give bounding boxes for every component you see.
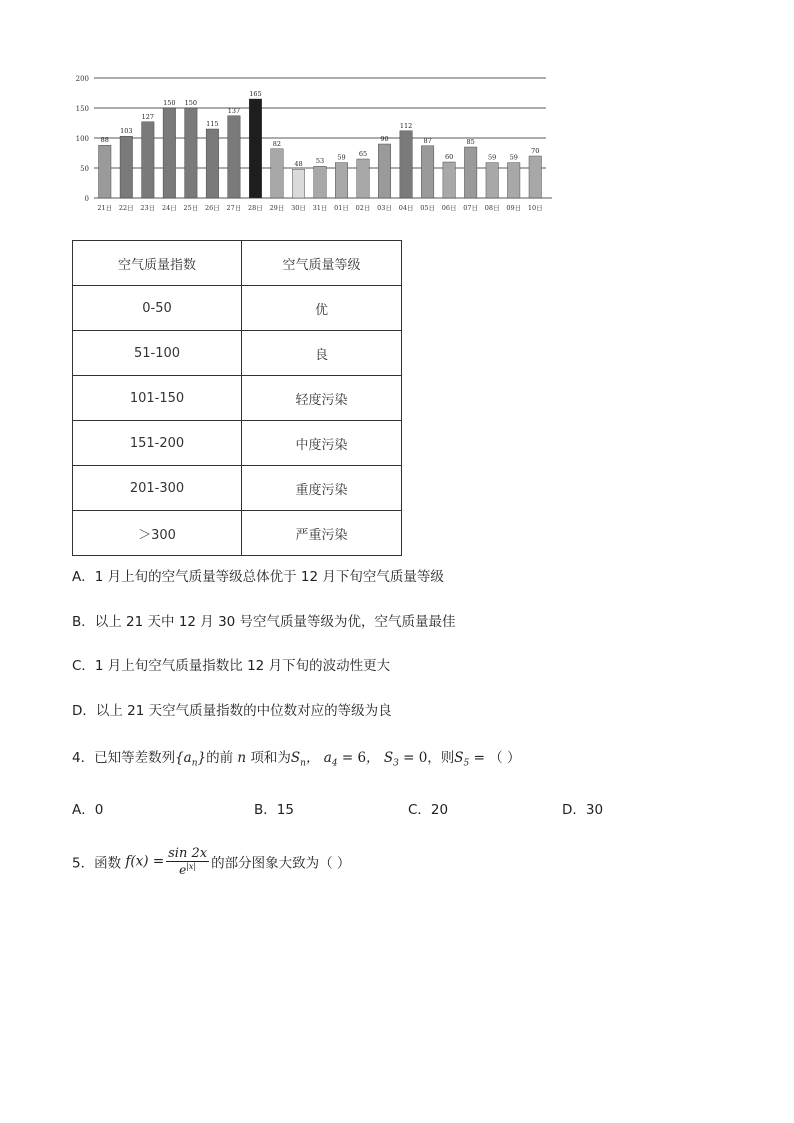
bar [249,99,261,198]
x-tick-label: 02日 [355,204,371,212]
bar [314,166,326,198]
bar [185,108,197,198]
table-header-cell: 空气质量指数 [73,241,242,286]
q4-cond2-text: ， S [366,750,394,766]
x-tick-label: 27日 [226,204,242,212]
table-header-row [73,241,402,286]
x-tick-label: 21日 [97,204,113,212]
x-tick-label: 01日 [334,204,349,212]
q4-S-sub: n [300,758,306,769]
table-header-cell: 空气质量等级 [242,241,402,286]
bar [529,156,541,198]
data-label: 112 [399,121,413,130]
q4-cond2 [366,750,428,769]
x-tick-label: 26日 [204,204,220,212]
data-label: 85 [466,138,475,146]
q4-ask: ，则 [427,750,455,766]
x-tick-label: 24日 [161,204,177,212]
q4-seq-sub: n [191,758,198,769]
data-label: 59 [488,153,497,162]
q5-denominator [166,862,209,877]
bar [400,131,412,198]
bar [443,162,455,198]
table-cell: 101-150 [73,376,242,421]
table-row [73,511,402,556]
x-tick-label: 04日 [398,204,414,212]
x-tick-label: 29日 [269,204,285,212]
q3-option-c: C．1 月上旬空气质量指数比 12 月下旬的波动性更大 [72,658,391,674]
q4-S5-sub: 5 [463,758,470,769]
y-tick-label: 50 [80,165,89,173]
data-label: 165 [249,90,262,98]
q4-prefix: 4．已知等差数列 [72,750,176,766]
bar [335,163,347,198]
data-label: 53 [315,157,325,166]
x-tick-label: 10日 [527,204,543,212]
data-label: 88 [100,136,109,145]
q4-sequence [175,750,207,769]
data-label: 127 [141,112,155,121]
bar [142,122,154,198]
table-cell: ＞300 [73,511,242,556]
x-tick-label: 25日 [183,204,199,212]
bar [464,147,476,198]
x-tick-label: 09日 [506,204,522,212]
x-tick-label: 28日 [248,204,263,212]
bar [228,116,240,198]
data-label: 90 [380,135,389,143]
q5-den-base: e [179,863,187,877]
q4-mid2: 项和为 [250,750,291,766]
bar [378,144,390,198]
q5-fraction [166,846,209,877]
table-cell: 轻度污染 [242,376,402,421]
q3-option-b: B．以上 21 天中 12 月 30 号空气质量等级为优，空气质量最佳 [72,614,456,630]
q4-cond2-sub: 3 [393,758,399,769]
q4-cond2-val: = 0 [398,750,428,766]
data-label: 150 [163,99,176,107]
data-label: 59 [337,153,346,162]
bar [486,163,498,198]
table-cell: 201-300 [73,466,242,511]
y-tick-label: 200 [75,75,89,83]
data-label: 59 [509,153,518,162]
q5-den-exp: |x| [186,862,197,871]
bar [507,163,519,198]
q4-n: n [237,750,247,766]
bar [99,145,111,198]
q4-cond1-sub: 4 [331,758,338,769]
x-tick-label: 05日 [420,204,436,212]
data-label: 137 [227,106,241,115]
table-row [73,376,402,421]
q5-fx: f(x) = [125,853,165,870]
q4-cond1 [305,750,367,769]
q3-option-a: A．1 月上旬的空气质量等级总体优于 12 月下旬空气质量等级 [72,569,444,585]
bar [421,146,433,198]
data-label: 103 [120,127,133,136]
x-tick-label: 06日 [441,204,457,212]
q4-cond1-text: ， a [305,750,332,766]
q4-S [290,750,306,769]
bar [357,159,369,198]
q4-S-letter: S [290,750,301,766]
table-cell: 良 [242,331,402,376]
q3-option-d: D．以上 21 天空气质量指数的中位数对应的等级为良 [72,703,392,719]
y-tick-label: 0 [84,195,89,203]
bar [120,136,132,198]
aqi-bar-chart [70,70,560,220]
bar [292,169,304,198]
x-tick-label: 22日 [118,204,134,212]
y-tick-label: 150 [75,105,89,113]
data-label: 115 [206,120,219,128]
table-cell: 中度污染 [242,421,402,466]
aqi-level-table [72,240,402,556]
q4-cond1-val: = 6 [337,750,367,766]
data-label: 70 [531,147,540,155]
table-cell: 重度污染 [242,466,402,511]
q4-option-b: B．15 [254,802,294,818]
table-row [73,286,402,331]
q4-option-d: D．30 [562,802,604,818]
data-label: 65 [358,150,368,158]
y-tick-label: 100 [75,135,89,143]
bar [163,108,175,198]
data-label: 82 [272,139,282,148]
q4-seq-close: } [197,750,207,766]
q5-numerator: sin 2x [168,846,208,861]
q4-seq-open: {a [175,750,192,766]
table-cell: 优 [242,286,402,331]
q4-option-c: C．20 [408,802,449,818]
x-tick-label: 23日 [140,204,156,212]
q4-S5-letter: S [454,750,464,766]
table-cell: 严重污染 [242,511,402,556]
x-tick-label: 03日 [377,204,392,212]
x-tick-label: 31日 [312,204,328,212]
x-tick-label: 07日 [463,204,479,212]
data-label: 87 [423,136,432,145]
x-tick-label: 08日 [484,204,500,212]
q4-S5 [454,750,470,769]
table-cell: 151-200 [73,421,242,466]
question-4-stem [72,746,520,769]
table-row [73,331,402,376]
data-label: 48 [294,160,303,169]
table-row [73,466,402,511]
q4-option-a: A．0 [72,802,104,818]
q4-ask-tail: = （ ） [469,750,521,766]
question-5-stem [72,846,350,877]
x-tick-label: 30日 [291,204,306,212]
table-row [73,421,402,466]
q4-mid1: 的前 [206,750,234,766]
table-cell: 51-100 [73,331,242,376]
bar [271,149,283,198]
table-cell: 0-50 [73,286,242,331]
bar [206,129,218,198]
data-label: 60 [445,153,454,161]
q5-suffix: 的部分图象大致为（ ） [211,855,351,872]
q5-prefix: 5．函数 [72,855,122,872]
data-label: 150 [184,99,198,107]
